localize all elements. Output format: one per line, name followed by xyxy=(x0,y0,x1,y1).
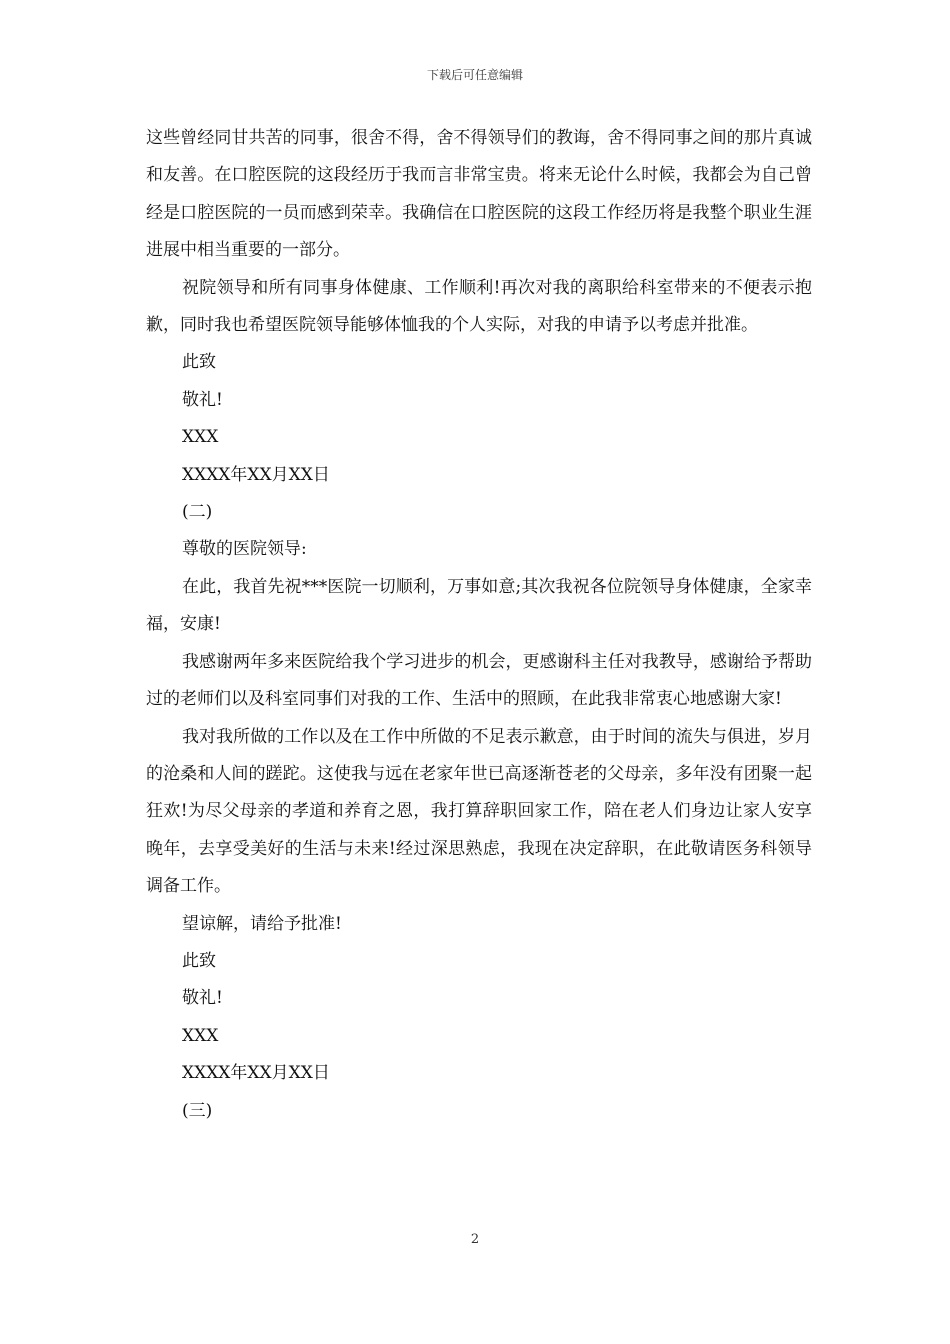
signature-date: XXXX年XX月XX日 xyxy=(182,464,330,485)
body-paragraph: 我对我所做的工作以及在工作中所做的不足表示歉意，由于时间的流失与俱进，岁月的沧桑和人间的蹉跎。这使我与远在老家年世已高逐渐苍老的父母亲，多年没有团聚一起狂欢!为尽父母亲的孝道和养育之恩，我打算辞职回家工作，陪在老人们身边让家人安享晚年，去享受美好的生活与未来!经过深思熟虑，我现在决定辞职，在此敬请医务科领导调备工作。 xyxy=(146,726,812,897)
page-header-note: 下载后可任意编辑 xyxy=(426,68,523,82)
closing-regards: 敬礼! xyxy=(182,988,223,1009)
document-body xyxy=(146,120,812,1130)
closing-regards: 敬礼! xyxy=(182,389,223,410)
letter-greeting: 尊敬的医院领导: xyxy=(182,539,307,560)
signature-name: XXX xyxy=(182,1025,219,1046)
body-paragraph: 祝院领导和所有同事身体健康、工作顺利!再次对我的离职给科室带来的不便表示抱歉，同时我也希望医院领导能够体恤我的个人实际，对我的申请予以考虑并批准。 xyxy=(146,277,812,336)
signature-date: XXXX年XX月XX日 xyxy=(182,1063,330,1084)
body-paragraph: 这些曾经同甘共苦的同事，很舍不得，舍不得领导们的教诲，舍不得同事之间的那片真诚和友善。在口腔医院的这段经历于我而言非常宝贵。将来无论什么时候，我都会为自己曾经是口腔医院的一员而感到荣幸。我确信在口腔医院的这段工作经历将是我整个职业生涯进展中相当重要的一部分。 xyxy=(146,128,812,261)
body-paragraph: 在此，我首先祝***医院一切顺利，万事如意;其次我祝各位院领导身体健康，全家幸福，安康! xyxy=(146,576,812,635)
closing-salutation: 此致 xyxy=(182,352,216,373)
body-paragraph: 我感谢两年多来医院给我个学习进步的机会，更感谢科主任对我教导，感谢给予帮助过的老师们以及科室同事们对我的工作、生活中的照顾，在此我非常衷心地感谢大家! xyxy=(146,651,812,710)
section-marker: (二) xyxy=(182,502,213,523)
body-paragraph: 望谅解，请给予批准! xyxy=(182,913,342,934)
page-number: 2 xyxy=(470,1232,480,1247)
section-marker: (三) xyxy=(182,1100,213,1121)
signature-name: XXX xyxy=(182,427,219,448)
closing-salutation: 此致 xyxy=(182,950,216,971)
